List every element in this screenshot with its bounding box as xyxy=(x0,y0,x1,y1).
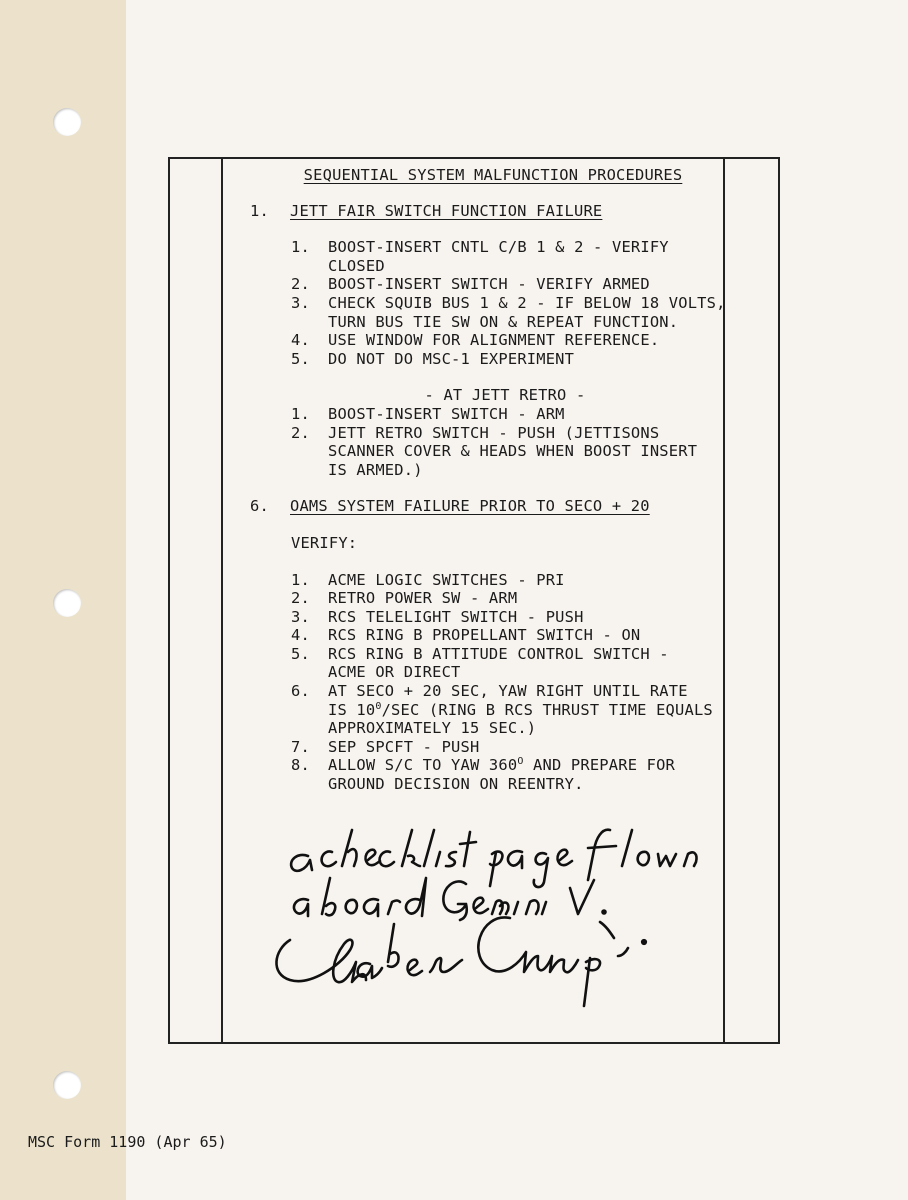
step: 2. RETRO POWER SW - ARM xyxy=(291,589,518,608)
section-title: JETT FAIR SWITCH FUNCTION FAILURE xyxy=(290,201,603,220)
step: 8. ALLOW S/C TO YAW $360^O$ AND PREPARE FOR GROUND DECISION ON REENTRY. xyxy=(291,756,676,794)
section-title: OAMS SYSTEM FAILURE PRIOR TO SECO + 20 xyxy=(290,497,650,516)
punch-hole-middle xyxy=(53,589,81,617)
step: 2. BOOST-INSERT SWITCH - VERIFY ARMED xyxy=(291,275,650,294)
step: 1. ACME LOGIC SWITCHES - PRI xyxy=(291,570,565,589)
section-1-heading xyxy=(250,202,730,221)
verify-label: VERIFY: xyxy=(291,533,358,552)
step: 2. JETT RETRO SWITCH - PUSH (JETTISONS SCANNER COVER & HEADS WHEN BOOST INSERT IS ARMED.) xyxy=(291,423,698,479)
checklist-content xyxy=(250,166,730,794)
section-6-heading xyxy=(250,497,730,516)
form-identifier: MSC Form 1190 (Apr 65) xyxy=(28,1133,227,1151)
step: 5. RCS RING B ATTITUDE CONTROL SWITCH - ACME OR DIRECT xyxy=(291,644,669,682)
page-title: SEQUENTIAL SYSTEM MALFUNCTION PROCEDURES xyxy=(303,166,683,184)
section-6-steps xyxy=(250,571,730,794)
handwritten-inscription-and-signature xyxy=(270,822,710,1022)
step: 3. RCS TELELIGHT SWITCH - PUSH xyxy=(291,607,584,626)
frame-inner-left-rule xyxy=(221,157,223,1044)
jett-retro-steps xyxy=(250,405,730,479)
punch-hole-top xyxy=(53,108,81,136)
step: 1. BOOST-INSERT CNTL C/B 1 & 2 - VERIFY CLOSED xyxy=(291,238,669,275)
step: 1. BOOST-INSERT SWITCH - ARM xyxy=(291,404,565,423)
step: 7. SEP SPCFT - PUSH xyxy=(291,737,480,756)
section-number: 1. xyxy=(250,201,269,220)
step: 6. AT SECO + 20 SEC, YAW RIGHT UNTIL RATE IS $10^0$/SEC (RING B RCS THRUST TIME EQUALS APPROXIMATELY 15 SEC.) xyxy=(291,682,713,738)
step: 5. DO NOT DO MSC-1 EXPERIMENT xyxy=(291,349,575,368)
step: 4. RCS RING B PROPELLANT SWITCH - ON xyxy=(291,626,641,645)
step: 4. USE WINDOW FOR ALIGNMENT REFERENCE. xyxy=(291,331,660,350)
jett-retro-subheading: - AT JETT RETRO - xyxy=(424,386,586,405)
section-number: 6. xyxy=(250,497,269,516)
step: 3. CHECK SQUIB BUS 1 & 2 - IF BELOW 18 VOLTS, TURN BUS TIE SW ON & REPEAT FUNCTION. xyxy=(291,293,726,331)
punch-hole-bottom xyxy=(53,1071,81,1099)
section-1-steps xyxy=(250,238,730,368)
